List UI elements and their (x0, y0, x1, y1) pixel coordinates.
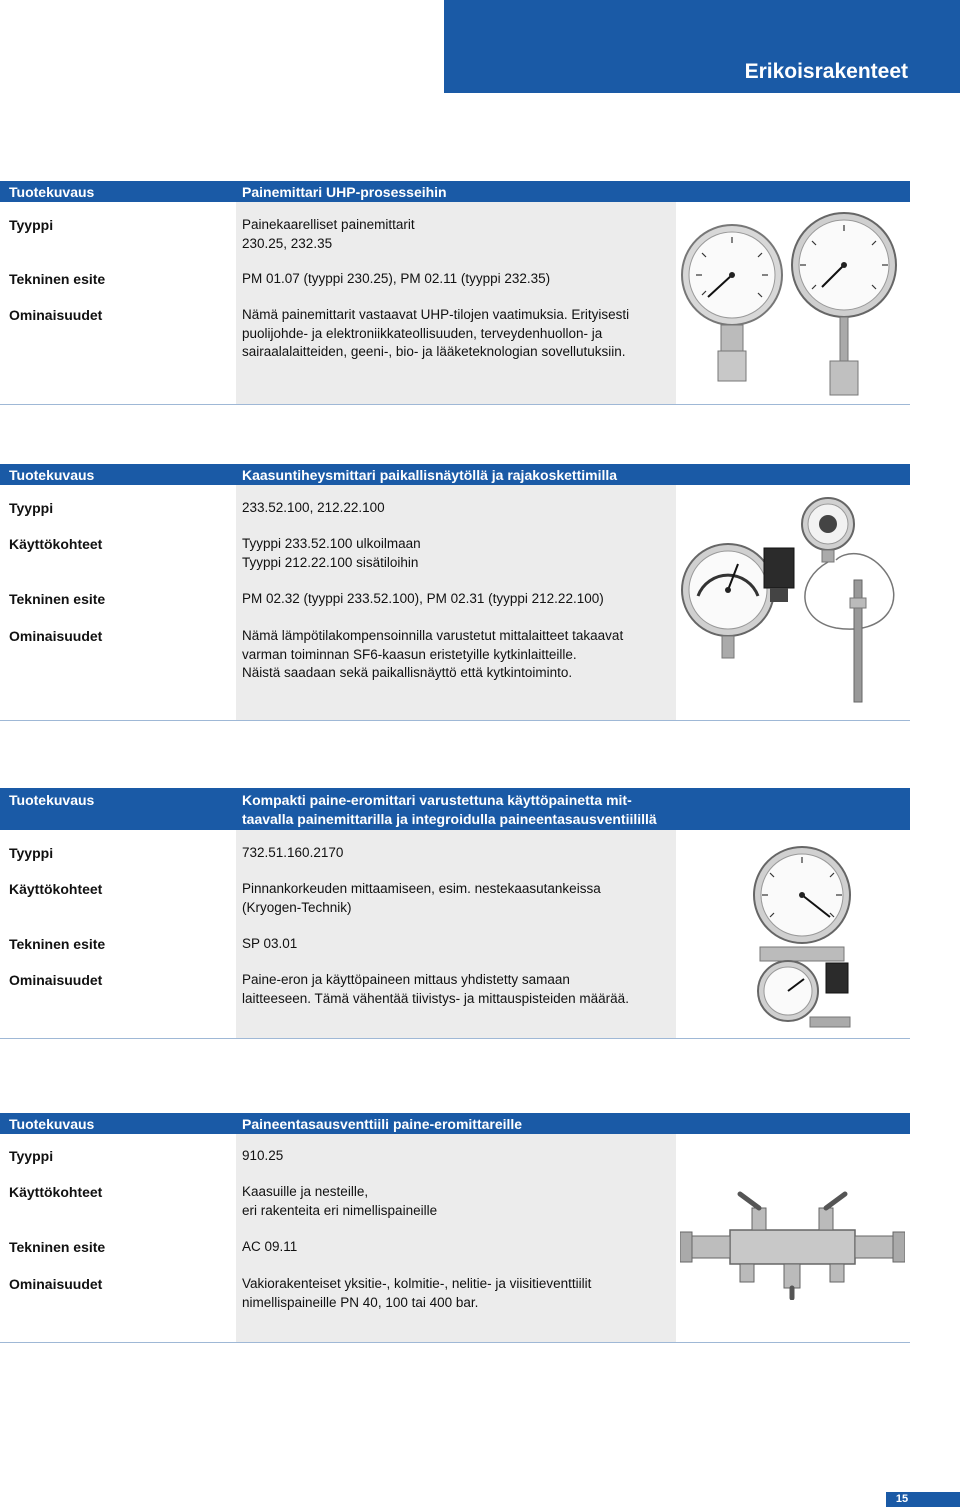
product-3-datasheet: SP 03.01 (242, 936, 298, 951)
product-2-datasheet: PM 02.32 (tyyppi 233.52.100), PM 02.31 (tyyppi 212.22.100) (242, 591, 604, 606)
page-title: Erikoisrakenteet (744, 60, 908, 83)
divider (0, 1038, 910, 1039)
valve-manifold-photo (680, 1190, 905, 1300)
product-1-type: Painekaarelliset painemittarit 230.25, 232.35 (242, 217, 415, 251)
header-bar (444, 0, 960, 93)
label-description: Tuotekuvaus (9, 184, 95, 200)
label-use: Käyttökohteet (9, 536, 103, 552)
product-2-features: Nämä lämpötilakompensoinnilla varustetut mittalaitteet takaavat varman toiminnan SF6-kaasun eristetyille kytkinlaitteille. Näistä saadaan sekä paikallisnäyttö että kytkintoiminto. (242, 628, 624, 680)
label-type: Tyyppi (9, 500, 54, 516)
label-description: Tuotekuvaus (9, 792, 95, 808)
product-1-features: Nämä painemittarit vastaavat UHP-tilojen vaatimuksia. Erityisesti puolijohde- ja elektroniikkateollisuuden, terveydenhuollon- ja sairaalalaitteiden, geeni-, bio- ja lääketeknologian sovellutuksiin. (242, 307, 630, 359)
label-features: Ominaisuudet (9, 628, 103, 644)
uhp-gauges-photo (676, 205, 910, 400)
label-use: Käyttökohteet (9, 1184, 103, 1200)
label-datasheet: Tekninen esite (9, 936, 106, 952)
product-4-features: Vakiorakenteiset yksitie-, kolmitie-, nelitie- ja viisitieventtiilit nimellispaineille PN 40, 100 tai 400 bar. (242, 1276, 592, 1310)
product-2-header (0, 464, 910, 485)
label-features: Ominaisuudet (9, 1276, 103, 1292)
product-4-type: 910.25 (242, 1148, 284, 1163)
product-1-header (0, 181, 910, 202)
divider (0, 1342, 910, 1343)
product-3-type: 732.51.160.2170 (242, 845, 344, 860)
page-number-box (886, 1492, 960, 1507)
label-datasheet: Tekninen esite (9, 1239, 106, 1255)
product-1-title: Painemittari UHP-prosesseihin (242, 184, 447, 200)
product-3-use: Pinnankorkeuden mittaamiseen, esim. nestekaasutankeissa (Kryogen-Technik) (242, 881, 601, 915)
product-2-type: 233.52.100, 212.22.100 (242, 500, 385, 515)
label-description: Tuotekuvaus (9, 467, 95, 483)
product-3-title: Kompakti paine-eromittari varustettuna käyttöpainetta mit- taavalla painemittarilla ja integroidulla paineentasausventiilillä (242, 792, 657, 827)
product-2-use: Tyyppi 233.52.100 ulkoilmaan Tyyppi 212.22.100 sisätiloihin (242, 536, 421, 570)
product-4-use: Kaasuille ja nesteille, eri rakenteita eri nimellispaineille (242, 1184, 438, 1218)
product-4-title: Paineentasausventtiili paine-eromittareille (242, 1116, 523, 1132)
product-1-datasheet: PM 01.07 (tyyppi 230.25), PM 02.11 (tyyppi 232.35) (242, 271, 551, 286)
label-features: Ominaisuudet (9, 307, 103, 323)
product-4-datasheet: AC 09.11 (242, 1239, 298, 1254)
gas-density-photo (676, 490, 910, 715)
divider (0, 720, 910, 721)
product-2-title: Kaasuntiheysmittari paikallisnäytöllä ja rajakoskettimilla (242, 467, 618, 483)
product-4-header (0, 1113, 910, 1134)
label-features: Ominaisuudet (9, 972, 103, 988)
page-number: 15 (895, 1493, 909, 1505)
label-type: Tyyppi (9, 845, 54, 861)
product-3-header (0, 788, 910, 830)
product-3-features: Paine-eron ja käyttöpaineen mittaus yhdistetty samaan laitteeseen. Tämä vähentää tiivistys- ja mittauspisteiden määrää. (242, 972, 629, 1006)
label-type: Tyyppi (9, 1148, 54, 1164)
label-use: Käyttökohteet (9, 881, 103, 897)
label-datasheet: Tekninen esite (9, 271, 106, 287)
label-datasheet: Tekninen esite (9, 591, 106, 607)
divider (0, 404, 910, 405)
differential-gauge-photo (740, 845, 870, 1030)
label-type: Tyyppi (9, 217, 54, 233)
label-description: Tuotekuvaus (9, 1116, 95, 1132)
